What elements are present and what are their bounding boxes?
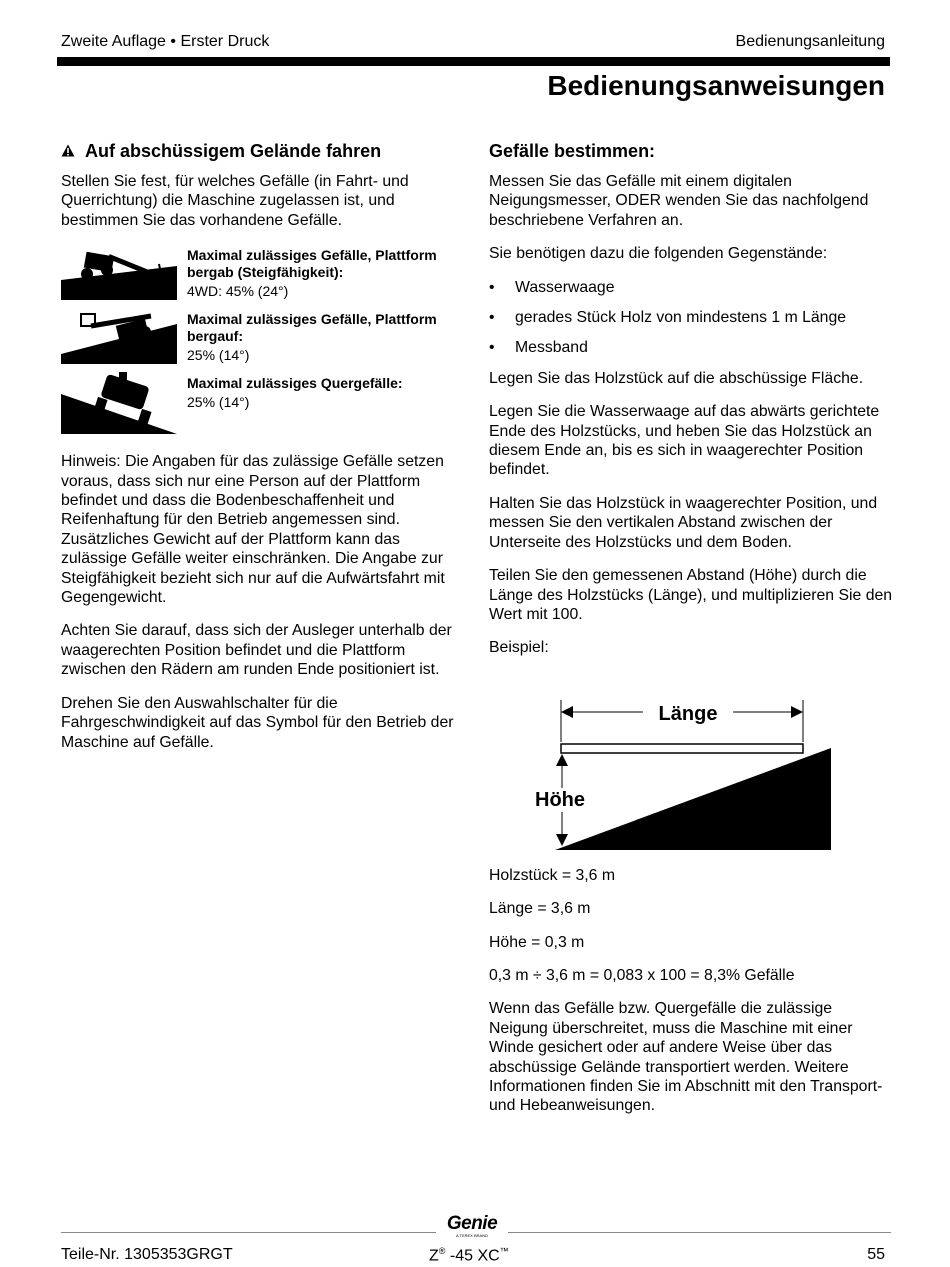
drive-speed-paragraph: Drehen Sie den Auswahlschalter für die Fahrgeschwindigkeit auf das Symbol für den Betrieb der Maschine auf Gefälle.	[61, 694, 454, 751]
right-column	[489, 138, 894, 1130]
calc-line: 0,3 m ÷ 3,6 m = 0,083 x 100 = 8,3% Gefälle	[489, 966, 795, 984]
example-label: Beispiel:	[489, 639, 549, 657]
intro-paragraph: Stellen Sie fest, für welches Gefälle (in Fahrt- und Querrichtung) die Maschine zugelassen ist, und bestimmen Sie das vorhandene Gefälle.	[61, 173, 409, 229]
header-right: Bedienungsanleitung	[735, 33, 885, 50]
slope-title: Maximal zulässiges Gefälle, Plattform bergab (Steigfähigkeit):	[187, 247, 437, 281]
logo-tagline: A TEREX BRAND	[456, 1233, 488, 1238]
left-column	[61, 138, 461, 766]
slope-rating-downhill	[61, 244, 461, 300]
section-heading-text: Auf abschüssigem Gelände fahren	[85, 141, 382, 161]
list-item: • Messband	[489, 338, 894, 357]
length-label: Länge	[658, 702, 718, 725]
slope-title: Maximal zulässiges Gefälle, Plattform bergauf:	[187, 311, 437, 345]
genie-logo	[436, 1214, 508, 1238]
note-paragraph: Hinweis: Die Angaben für das zulässige Gefälle setzen voraus, dass sich nur eine Person auf der Plattform befindet und dass die Bodenbeschaffenheit und Reifenhaftung für den Betrieb angemessen sind. Zusätzliches Gewicht auf der Plattform kann das zulässige Gefälle weiter einschränken. Die Angabe zur Steigfähigkeit bezieht sich nur auf die Aufwärtsfahrt mit Gegengewicht.	[61, 453, 445, 607]
calc-line: Höhe = 0,3 m	[489, 933, 585, 951]
slope-value: 25% (14°)	[187, 394, 250, 411]
section-heading-determine-slope: Gefälle bestimmen:	[489, 141, 656, 161]
logo-wordmark: Genie	[446, 1213, 498, 1234]
header-rule	[57, 57, 890, 66]
calc-line: Länge = 3,6 m	[489, 900, 591, 918]
step-paragraph: Legen Sie die Wasserwaage auf das abwärts gerichtete Ende des Holzstücks, und heben Sie das Holzstück an diesem Ende an, bis es sich in waagerechter Position befindet.	[489, 403, 880, 479]
calculation-example	[489, 866, 894, 986]
measure-paragraph: Messen Sie das Gefälle mit einem digitalen Neigungsmesser, ODER wenden Sie das nachfolgend beschriebene Verfahren an.	[489, 173, 869, 229]
machine-side-slope-icon	[61, 372, 177, 434]
warning-icon	[61, 144, 75, 157]
items-intro: Sie benötigen dazu die folgenden Gegenstände:	[489, 245, 828, 263]
slope-rating-side	[61, 372, 461, 434]
calc-line: Holzstück = 3,6 m	[489, 866, 615, 884]
slope-title: Maximal zulässiges Quergefälle:	[187, 375, 403, 392]
slope-rating-uphill	[61, 308, 461, 364]
height-label: Höhe	[535, 788, 585, 811]
exceed-slope-paragraph: Wenn das Gefälle bzw. Quergefälle die zulässige Neigung überschreitet, muss die Maschine mit einer Winde gesichert oder auf andere Weise über das abschüssige Gelände transportiert werden. Weitere Informationen finden Sie im Abschnitt mit den Transport- und Hebeanweisungen.	[489, 1000, 883, 1115]
step-paragraph: Legen Sie das Holzstück auf die abschüssige Fläche.	[489, 369, 864, 387]
step-paragraph: Teilen Sie den gemessenen Abstand (Höhe) durch die Länge des Holzstücks (Länge), und multiplizieren Sie den Wert mit 100.	[489, 567, 893, 623]
machine-platform-downhill-icon	[61, 244, 177, 300]
slope-measurement-diagram	[535, 678, 849, 854]
machine-platform-uphill-icon	[61, 308, 177, 364]
list-item: • gerades Stück Holz von mindestens 1 m Länge	[489, 308, 894, 327]
step-paragraph: Halten Sie das Holzstück in waagerechter Position, und messen Sie den vertikalen Abstand zwischen der Unterseite des Holzstücks und dem Boden.	[489, 494, 878, 551]
slope-value: 4WD: 45% (24°)	[187, 283, 289, 300]
list-item: • Wasserwaage	[489, 278, 894, 297]
model-name: Z® -45 XC™	[429, 1246, 509, 1265]
slope-value: 25% (14°)	[187, 347, 250, 364]
section-heading-slopes	[61, 140, 461, 162]
header-left: Zweite Auflage • Erster Druck	[61, 33, 270, 50]
page-number: 55	[867, 1246, 885, 1263]
page-title: Bedienungsanweisungen	[547, 70, 885, 101]
required-items-list	[489, 278, 894, 358]
boom-paragraph: Achten Sie darauf, dass sich der Ausleger unterhalb der waagerechten Position befindet und die Plattform zwischen den Rädern am runden Ende positioniert ist.	[61, 622, 452, 679]
part-number: Teile-Nr. 1305353GRGT	[61, 1246, 233, 1263]
